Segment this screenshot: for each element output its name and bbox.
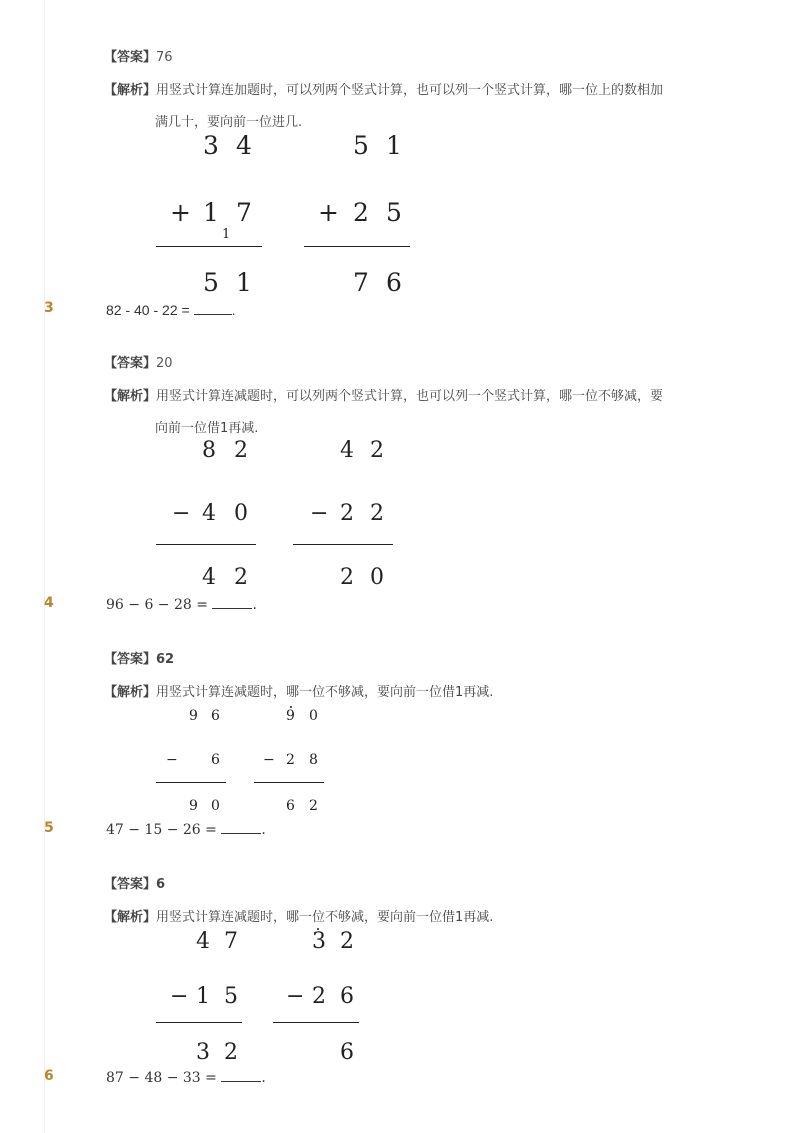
question-number: 6 xyxy=(44,1068,54,1084)
analysis-tag: 【解析】 xyxy=(104,685,157,700)
calc-rule xyxy=(156,1022,242,1023)
digit: 4 xyxy=(196,929,210,954)
digit: 0 xyxy=(234,501,248,526)
carry-digit: 1 xyxy=(222,227,231,242)
question-number: 5 xyxy=(44,820,54,836)
digit: 2 xyxy=(312,984,326,1009)
digit: 1 xyxy=(196,984,210,1009)
digit: 9 xyxy=(286,708,295,724)
answer-value: 20 xyxy=(156,356,173,371)
question-end: . xyxy=(261,1070,266,1086)
digit: 5 xyxy=(386,198,402,227)
answer-tag: 【答案】 xyxy=(104,356,157,371)
question-end: . xyxy=(261,822,266,838)
question-number: 4 xyxy=(44,595,54,611)
digit: 0 xyxy=(309,708,318,724)
digit: 5 xyxy=(224,984,238,1009)
operator: − xyxy=(166,752,178,768)
digit: 2 xyxy=(340,501,354,526)
digit: 2 xyxy=(370,501,384,526)
answer-value: 6 xyxy=(156,877,166,892)
operator: − xyxy=(172,501,191,526)
answer-line-q5 xyxy=(104,873,165,892)
operator: − xyxy=(286,984,305,1009)
digit: 1 xyxy=(386,131,402,160)
operator: − xyxy=(170,984,189,1009)
digit: 4 xyxy=(236,131,252,160)
calc-rule xyxy=(273,1022,359,1023)
answer-blank[interactable] xyxy=(221,819,261,834)
digit: 3 xyxy=(203,131,219,160)
question-expression: 82 - 40 - 22 = xyxy=(106,302,194,318)
digit: 0 xyxy=(370,565,384,590)
digit: 8 xyxy=(202,438,216,463)
digit: 7 xyxy=(353,268,369,297)
calc-rule xyxy=(293,544,393,545)
digit: 2 xyxy=(340,565,354,590)
digit: 9 xyxy=(189,798,198,814)
operator: + xyxy=(170,198,191,227)
digit: 4 xyxy=(340,438,354,463)
question-text-q5 xyxy=(106,819,266,838)
answer-blank[interactable] xyxy=(194,300,232,315)
question-expression: 87 − 48 − 33 = xyxy=(106,1070,222,1086)
calc-rule xyxy=(254,782,324,783)
question-expression: 47 − 15 − 26 = xyxy=(106,822,222,838)
question-text-q3 xyxy=(106,300,235,318)
digit: 7 xyxy=(236,198,252,227)
question-text-q6 xyxy=(106,1067,266,1086)
calc-rule xyxy=(304,246,410,247)
answer-value: 62 xyxy=(156,652,175,667)
calc-rule xyxy=(156,544,256,545)
digit: 1 xyxy=(236,268,252,297)
digit: 9 xyxy=(189,708,198,724)
analysis-text: 用竖式计算连减题时，哪一位不够减，要向前一位借1再减. xyxy=(156,685,494,700)
digit: 7 xyxy=(224,929,238,954)
operator: − xyxy=(263,752,275,768)
answer-tag: 【答案】 xyxy=(104,50,157,65)
analysis-tag: 【解析】 xyxy=(104,83,157,98)
digit: 6 xyxy=(340,1040,354,1065)
digit: 2 xyxy=(234,565,248,590)
question-end: . xyxy=(252,597,257,613)
digit: 2 xyxy=(353,198,369,227)
digit: 5 xyxy=(353,131,369,160)
digit: 2 xyxy=(340,929,354,954)
digit: 2 xyxy=(286,752,295,768)
analysis-tag: 【解析】 xyxy=(104,389,157,404)
digit: 4 xyxy=(202,501,216,526)
analysis-line-q5 xyxy=(104,906,493,925)
answer-line-q2 xyxy=(104,46,173,65)
digit: 3 xyxy=(312,929,326,954)
analysis-line-q4 xyxy=(104,681,493,700)
answer-line-q4 xyxy=(104,648,174,667)
question-expression: 96 − 6 − 28 = xyxy=(106,597,213,613)
digit: 2 xyxy=(234,438,248,463)
left-margin-line xyxy=(44,0,45,1133)
digit: 5 xyxy=(203,268,219,297)
question-text-q4 xyxy=(106,594,257,613)
operator: − xyxy=(310,501,329,526)
analysis-text: 用竖式计算连减题时，可以列两个竖式计算，也可以列一个竖式计算，哪一位不够减，要 xyxy=(156,389,664,404)
digit: 8 xyxy=(309,752,318,768)
answer-value: 76 xyxy=(156,50,173,65)
analysis-line-q3 xyxy=(104,385,663,404)
digit: 2 xyxy=(309,798,318,814)
digit: 3 xyxy=(196,1040,210,1065)
answer-tag: 【答案】 xyxy=(104,877,157,892)
calc-rule xyxy=(156,782,226,783)
digit: 0 xyxy=(211,798,220,814)
digit: 6 xyxy=(386,268,402,297)
digit: 2 xyxy=(370,438,384,463)
analysis-text-cont: 向前一位借1再减. xyxy=(155,421,259,436)
question-end: . xyxy=(231,302,236,318)
analysis-text: 用竖式计算连减题时，哪一位不够减，要向前一位借1再减. xyxy=(156,910,494,925)
digit: 4 xyxy=(202,565,216,590)
answer-line-q3 xyxy=(104,352,173,371)
digit: 6 xyxy=(211,708,220,724)
digit: 1 xyxy=(203,198,219,227)
answer-blank[interactable] xyxy=(221,1067,261,1082)
analysis-text-cont: 满几十，要向前一位进几. xyxy=(155,115,303,130)
question-number: 3 xyxy=(44,300,54,316)
digit: 6 xyxy=(211,752,220,768)
digit: 2 xyxy=(224,1040,238,1065)
answer-tag: 【答案】 xyxy=(104,652,157,667)
analysis-text: 用竖式计算连加题时，可以列两个竖式计算，也可以列一个竖式计算，哪一位上的数相加 xyxy=(156,83,664,98)
analysis-tag: 【解析】 xyxy=(104,910,157,925)
digit: 6 xyxy=(286,798,295,814)
analysis-line-q2 xyxy=(104,79,663,98)
operator: + xyxy=(318,198,339,227)
calc-rule xyxy=(156,246,262,247)
answer-blank[interactable] xyxy=(212,594,252,609)
digit: 6 xyxy=(340,984,354,1009)
